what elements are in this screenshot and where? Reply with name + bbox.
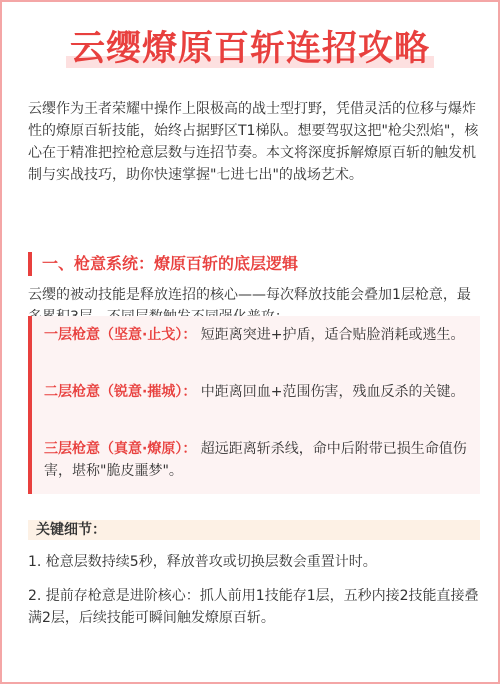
intro-paragraph: 云缨作为王者荣耀中操作上限极高的战士型打野，凭借灵活的位移与爆炸性的燎原百斩技能，始终占据野区T1梯队。想要驾驭这把"枪尖烈焰"，核心在于精准把控枪意层数与连招节奏。本文将深度拆解燎原百斩的触发机制与实战技巧，助你快速掌握"七进七出"的战场艺术。 xyxy=(28,101,479,183)
detail-item-2: 2. 提前存枪意是进阶核心：抓人前用1技能存1层，五秒内接2技能直接叠满2层，后续技能可瞬间触发燎原百斩。 xyxy=(28,588,479,626)
section-heading-spear-system: 一、枪意系统：燎原百斩的底层逻辑 xyxy=(28,252,480,276)
title-area xyxy=(2,2,498,86)
level-item-2 xyxy=(44,381,472,403)
key-details-label: 关键细节： xyxy=(36,522,106,538)
level-item-1 xyxy=(44,324,472,346)
spear-levels-box xyxy=(28,316,480,494)
level-text-1: 短距离突进+护盾，适合贴脸消耗或逃生。 xyxy=(200,327,465,343)
detail-item-1: 1. 枪意层数持续5秒，释放普攻或切换层数会重置计时。 xyxy=(28,554,377,570)
level-label-3: 三层枪意（真意·燎原）： xyxy=(44,441,197,457)
level-item-3 xyxy=(44,438,472,482)
level-label-1: 一层枪意（坚意·止戈）： xyxy=(44,327,197,343)
level-text-2: 中距离回血+范围伤害，残血反杀的关键。 xyxy=(200,384,465,400)
section-body-text: 云缨的被动技能是释放连招的核心——每次释放技能会叠加1层枪意，最 xyxy=(28,287,471,303)
level-label-2: 二层枪意（锐意·摧城）： xyxy=(44,384,197,400)
level-text-3: 超远距离斩杀线，命中后附带已损生命值伤害，堪称"脆皮噩梦"。 xyxy=(44,441,467,479)
page-title: 云缨燎原百斩连招攻略 xyxy=(66,28,434,70)
key-details-header xyxy=(28,520,480,540)
